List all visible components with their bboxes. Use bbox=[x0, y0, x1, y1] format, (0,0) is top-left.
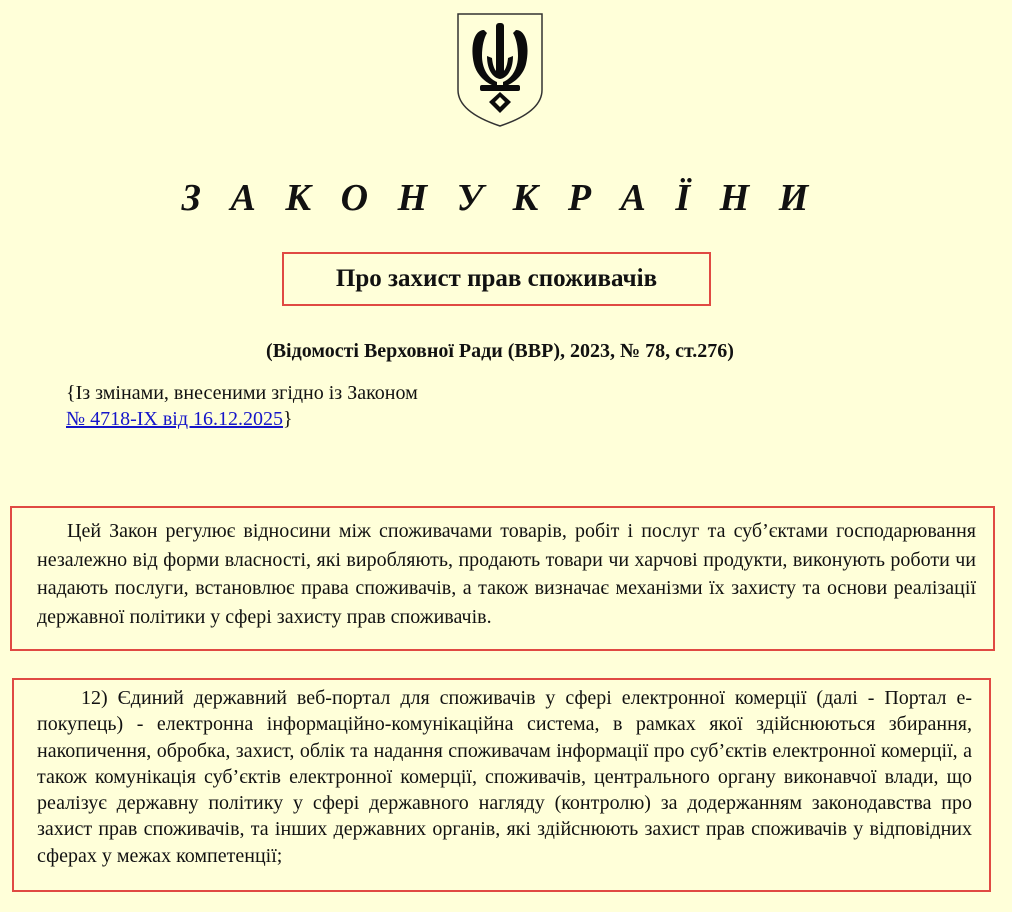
amendment-prefix: {Із змінами, внесеними згідно із Законом bbox=[66, 382, 418, 404]
amendment-law-link[interactable]: № 4718-IX від 16.12.2025 bbox=[66, 408, 284, 430]
amendment-note bbox=[66, 380, 486, 432]
act-title: Про захист прав споживачів bbox=[335, 265, 658, 292]
coat-of-arms-icon bbox=[456, 12, 544, 128]
gazette-reference: (Відомості Верховної Ради (ВВР), 2023, № 78, ст.276) bbox=[266, 340, 734, 362]
amendment-suffix: } bbox=[283, 408, 293, 430]
act-title-box bbox=[282, 252, 711, 306]
definition-paragraph: 12) Єдиний державний веб-портал для споживачів у сфері електронної комерції (далі - Портал е-покупець) - електронна інформаційно-комунікаційна система, в рамках якої здійснюються збирання, накопичення, обробка, захист, облік та надання споживачам інформації про суб’єктів електронної комерції, а також комунікація суб’єктів електронної комерції, споживачів, центрального органу виконавчої влади, що реалізує державну політику у сфері державного нагляду (контролю) за додержанням законодавства про захист прав споживачів, та інших державних органів, які здійснюють захист прав споживачів у відповідних сферах у межах компетенції; bbox=[37, 687, 972, 867]
preamble-paragraph: Цей Закон регулює відносини між споживачами товарів, робіт і послуг та суб’єктами господарювання незалежно від форми власності, які виробляють, продають товари чи харчові продукти, виконують роботи чи надають послуги, встановлює права споживачів, а також визначає механізми їх захисту та основи реалізації державної політики у сфері захисту прав споживачів. bbox=[37, 520, 976, 628]
preamble-box bbox=[10, 506, 995, 651]
law-heading: З А К О Н У К Р А Ї Н И bbox=[181, 177, 819, 219]
definition-box bbox=[12, 678, 991, 892]
